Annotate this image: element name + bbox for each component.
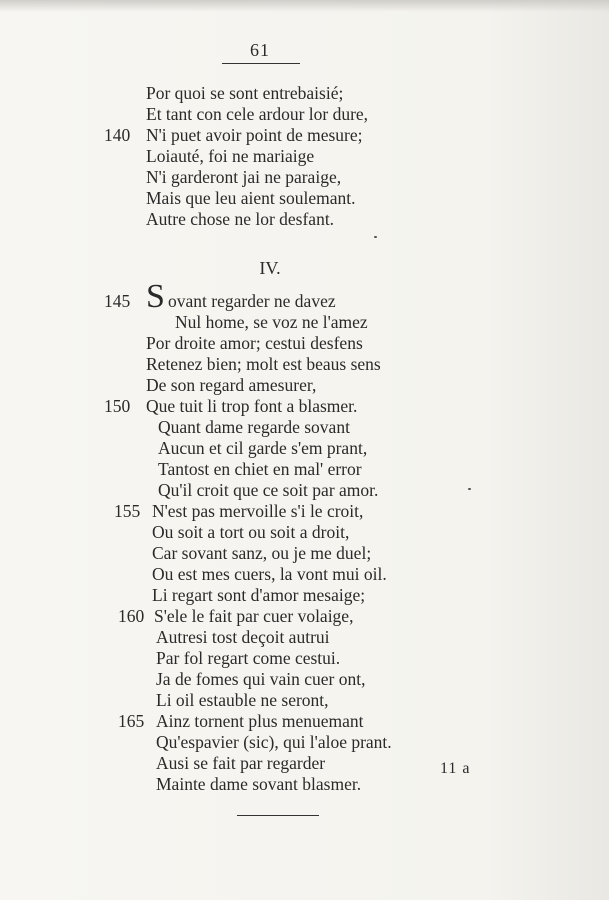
verse-line: De son regard amesurer, <box>146 375 317 395</box>
verse-line: Ja de fomes qui vain cuer ont, <box>156 669 366 689</box>
verse-line: Qu'il croit que ce soit par amor. <box>158 480 379 500</box>
header-rule <box>222 63 300 64</box>
verse-line: Ou est mes cuers, la vont mui oil. <box>152 564 387 584</box>
verse-line: N'est pas mervoille s'i le croit, <box>152 501 364 521</box>
verse-line: N'i puet avoir point de mesure; <box>146 125 363 145</box>
page-top-shadow <box>0 0 609 12</box>
verse-line: Por droite amor; cestui desfens <box>146 333 363 353</box>
verse-line: Autre chose ne lor desfant. <box>146 209 335 229</box>
line-number: 165 <box>118 711 145 731</box>
line-number: 160 <box>118 606 145 626</box>
verse-line: Por quoi se sont entrebaisié; <box>146 83 344 103</box>
page-number: 61 <box>250 40 270 60</box>
verse-line: Par fol regart come cestui. <box>156 648 341 668</box>
verse-line: ovant regarder ne davez <box>168 291 336 311</box>
section-heading: IV. <box>259 258 281 278</box>
verse-line: Retenez bien; molt est beaus sens <box>146 354 381 374</box>
paper-speck <box>374 236 377 238</box>
verse-line: Quant dame regarde sovant <box>158 417 350 437</box>
line-number: 150 <box>104 396 131 416</box>
verse-line: Qu'espavier (sic), qui l'aloe prant. <box>156 732 392 752</box>
verse-line: Loiauté, foi ne mariaige <box>146 146 315 166</box>
verse-line: Ou soit a tort ou soit a droit, <box>152 522 350 542</box>
line-number: 140 <box>104 125 131 145</box>
drop-cap: S <box>146 278 165 315</box>
verse-line: Mais que leu aient soulemant. <box>146 188 356 208</box>
footer-rule <box>237 815 319 816</box>
signature-mark: 11 a <box>440 760 471 777</box>
verse-line: Autresi tost deçoit autrui <box>156 627 330 647</box>
verse-line: Ausi se fait par regarder <box>156 753 326 773</box>
verse-line: Que tuit li trop font a blasmer. <box>146 396 358 416</box>
verse-line: Car sovant sanz, ou je me duel; <box>152 543 372 563</box>
verse-line: Et tant con cele ardour lor dure, <box>146 104 369 124</box>
line-number: 155 <box>114 501 141 521</box>
verse-line: Ainz tornent plus menuemant <box>156 711 364 731</box>
line-number: 145 <box>104 291 131 311</box>
verse-line: Li oil estauble ne seront, <box>156 690 329 710</box>
verse-line: Mainte dame sovant blasmer. <box>156 774 362 794</box>
verse-line: S'ele le fait par cuer volaige, <box>154 606 354 626</box>
verse-line: Aucun et cil garde s'em prant, <box>158 438 368 458</box>
verse-line: Nul home, se voz ne l'amez <box>175 312 368 332</box>
paper-speck <box>468 488 471 490</box>
verse-line: Tantost en chiet en mal' error <box>158 459 362 479</box>
verse-line: N'i garderont jai ne paraige, <box>146 167 342 187</box>
verse-line: Li regart sont d'amor mesaige; <box>152 585 366 605</box>
